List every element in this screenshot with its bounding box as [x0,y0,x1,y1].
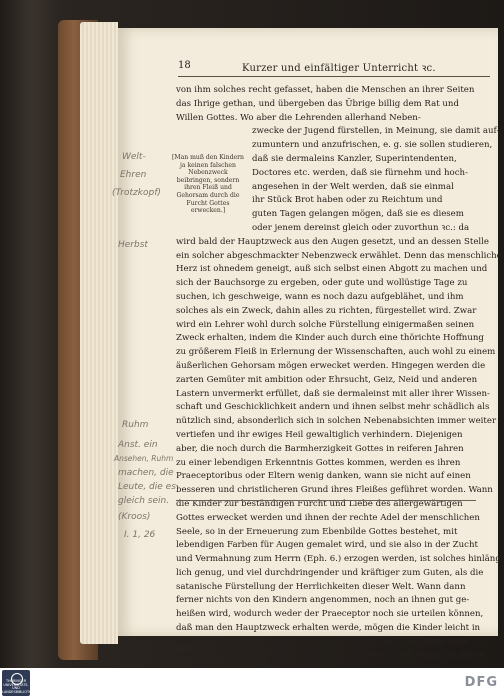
text-line: solcher einfältigen und schlichten Absicht auf die Ehre Gottes zum [176,636,468,647]
text-line: guten Tagen gelangen mögen, daß sie es diesem [252,209,464,220]
margin-note: [Man muß den Kindern ja keinen falschen Nebenzweck beibringen, sondern ihren Fleiß und Gehorsam durch die Furcht Gottes erwecken.] [172,154,244,215]
text-line: daß man den Hauptzweck erhalten werde, mögen die Kinder leicht in [176,623,481,634]
text-line: ferner nichts von den Kindern angenommen, noch an ihnen gut ge- [176,595,470,606]
text-line: Zweck erhalten, indem die Kinder auch durch eine thörichte Hoffnung [176,333,484,344]
text-line: lebendigen Farben für Augen gemalet wird, und sie also in der Zucht [176,540,478,551]
handwritten-note: Herbst [118,240,148,250]
text-line: zu größerem Fleiß in Erlernung der Wissenschaften, auch wohl zu einem [176,347,496,358]
text-line: zumuntern und anzufrischen, e. g. sie sollen studieren, [252,140,493,151]
text-line: suchen, ich geschweige, wann es noch dazu aufgeblähet, und ihm [176,291,464,302]
handwritten-note: (Kroos) [118,512,151,522]
text-line: wird ein Lehrer wohl durch solche Fürstellung einigermaßen seinen [176,319,475,330]
handwritten-note: Ansehen, Ruhm [114,454,174,463]
handwritten-note: I. 1, 26 [124,530,156,540]
book-page [118,28,504,661]
text-line: oder jenem dereinst gleich oder zuvorthun ꝛc.: da [252,222,470,233]
text-line: Herz ist ohnedem geneigt, auß sich selbst einen Abgott zu machen und [176,264,488,275]
text-line: zarten Gemüter mit ambition oder Ehrsucht, Geiz, Neid und anderen [176,374,478,385]
text-line: Lastern unvermerkt erfüllet, daß sie dermaleinst mit aller ihrer Wissen- [176,388,490,399]
library-logo-text: THÜRINGER UNIVERSITÄTS- UND LANDESBIBLIOTHEK [2,678,36,695]
text-line: heißen wird, wodurch weder der Praeceptor noch sie urteilen können, [176,609,484,620]
text-line: die Kinder zur beständigen Furcht und Liebe des allergewärtigen [176,498,463,509]
text-line: zwecke der Jugend fürstellen, in Meinung, sie damit auf- [252,126,500,137]
text-line: Willen Gottes. Wo aber die Lehrenden allerhand Neben- [176,112,421,123]
text-line: äußerlichen Gehorsam mögen erwecket werden. Hingegen werden die [176,360,486,371]
text-line: ihr Stück Brot haben oder zu Reichtum und [252,195,443,206]
page-number: 18 [178,60,191,71]
handwritten-note: Anst. ein [118,440,158,450]
handwritten-note: Leute, die es [118,482,176,492]
text-line: satanische Fürstellung der Herrlichkeiten dieser Welt. Wann dann [176,581,466,592]
text-line: lich genug, und viel durchdringender und kräftiger zum Guten, als die [176,567,484,578]
text-line: vertiefen und ihr ewiges Heil gewaltiglich verhindern. Diejenigen [176,429,463,440]
text-line: daß sie dermaleins Kanzler, Superintendenten, [252,153,457,164]
text-line: Doctores etc. werden, daß sie fürnehm und hoch- [252,167,468,178]
text-line: von ihm solches recht gefasset, haben die Menschen an ihrer Seiten [176,85,475,95]
header-rule [178,76,490,77]
text-line: ein solcher abgeschmackter Nebenzweck erwählet. Denn das menschliche [176,250,502,261]
text-line: solches als ein Zweck, dahin alles zu richten, fürgestellet wird. Zwar [176,305,477,316]
running-title: Kurzer und einfältiger Unterricht ꝛc. [242,63,436,74]
handwritten-note: Ruhm [122,420,149,430]
text-line: Seele, so in der Erneuerung zum Ebenbilde Gottes bestehet, mit [176,526,458,537]
text-line: wird bald der Hauptzweck aus den Augen gesetzt, und an dessen Stelle [176,236,489,247]
viewer-footer [0,668,504,698]
handwritten-note: machen, die [118,468,174,478]
pencil-underline [176,500,476,501]
handwritten-note: (Trotzkopf) [112,188,161,198]
text-line: wenigsten in großer Überzeugung, daß es unrecht sei, wann sie davon [176,650,485,661]
text-line: sich der Bauchsorge zu ergeben, oder gute und wollüstige Tage zu [176,278,468,289]
page-stack-edge [80,22,118,644]
text-line: nützlich sind, absonderlich sich in solchen Nebenabsichten immer weiter [176,416,497,427]
library-logo [2,670,36,696]
dfg-logo: DFG [464,675,498,690]
text-line: und Vermahnung zum Herrn (Eph. 6.) erzogen werden, ist solches hinläng- [176,554,504,565]
page-header [178,60,490,74]
text-line: das Ihrige gethan, und übergeben das Übrige billig dem Rat und [176,98,459,109]
text-line: Gottes erwecket werden und ihnen der rechte Adel der menschlichen [176,512,480,523]
text-line: besseren und christlicheren Grund ihres Fleißes geführet worden. Wann [176,485,493,496]
text-line: aber, die noch durch die Barmherzigkeit Gottes in reiferen Jahren [176,443,464,454]
text-line: schaft und Geschicklichkeit andern und ihnen selbst mehr schädlich als [176,402,490,413]
page-body-text [176,84,504,677]
handwritten-note: Welt- [122,152,146,162]
text-line: zu einer lebendigen Erkenntnis Gottes kommen, werden es ihren [176,457,461,468]
text-line: angesehen in der Welt werden, daß sie einmal [252,181,454,192]
handwritten-note: gleich sein. [118,496,170,506]
handwritten-note: Ehren [120,170,147,180]
text-line: Praeceptoribus oder Eltern wenig danken, wann sie nicht auf einen [176,471,471,482]
